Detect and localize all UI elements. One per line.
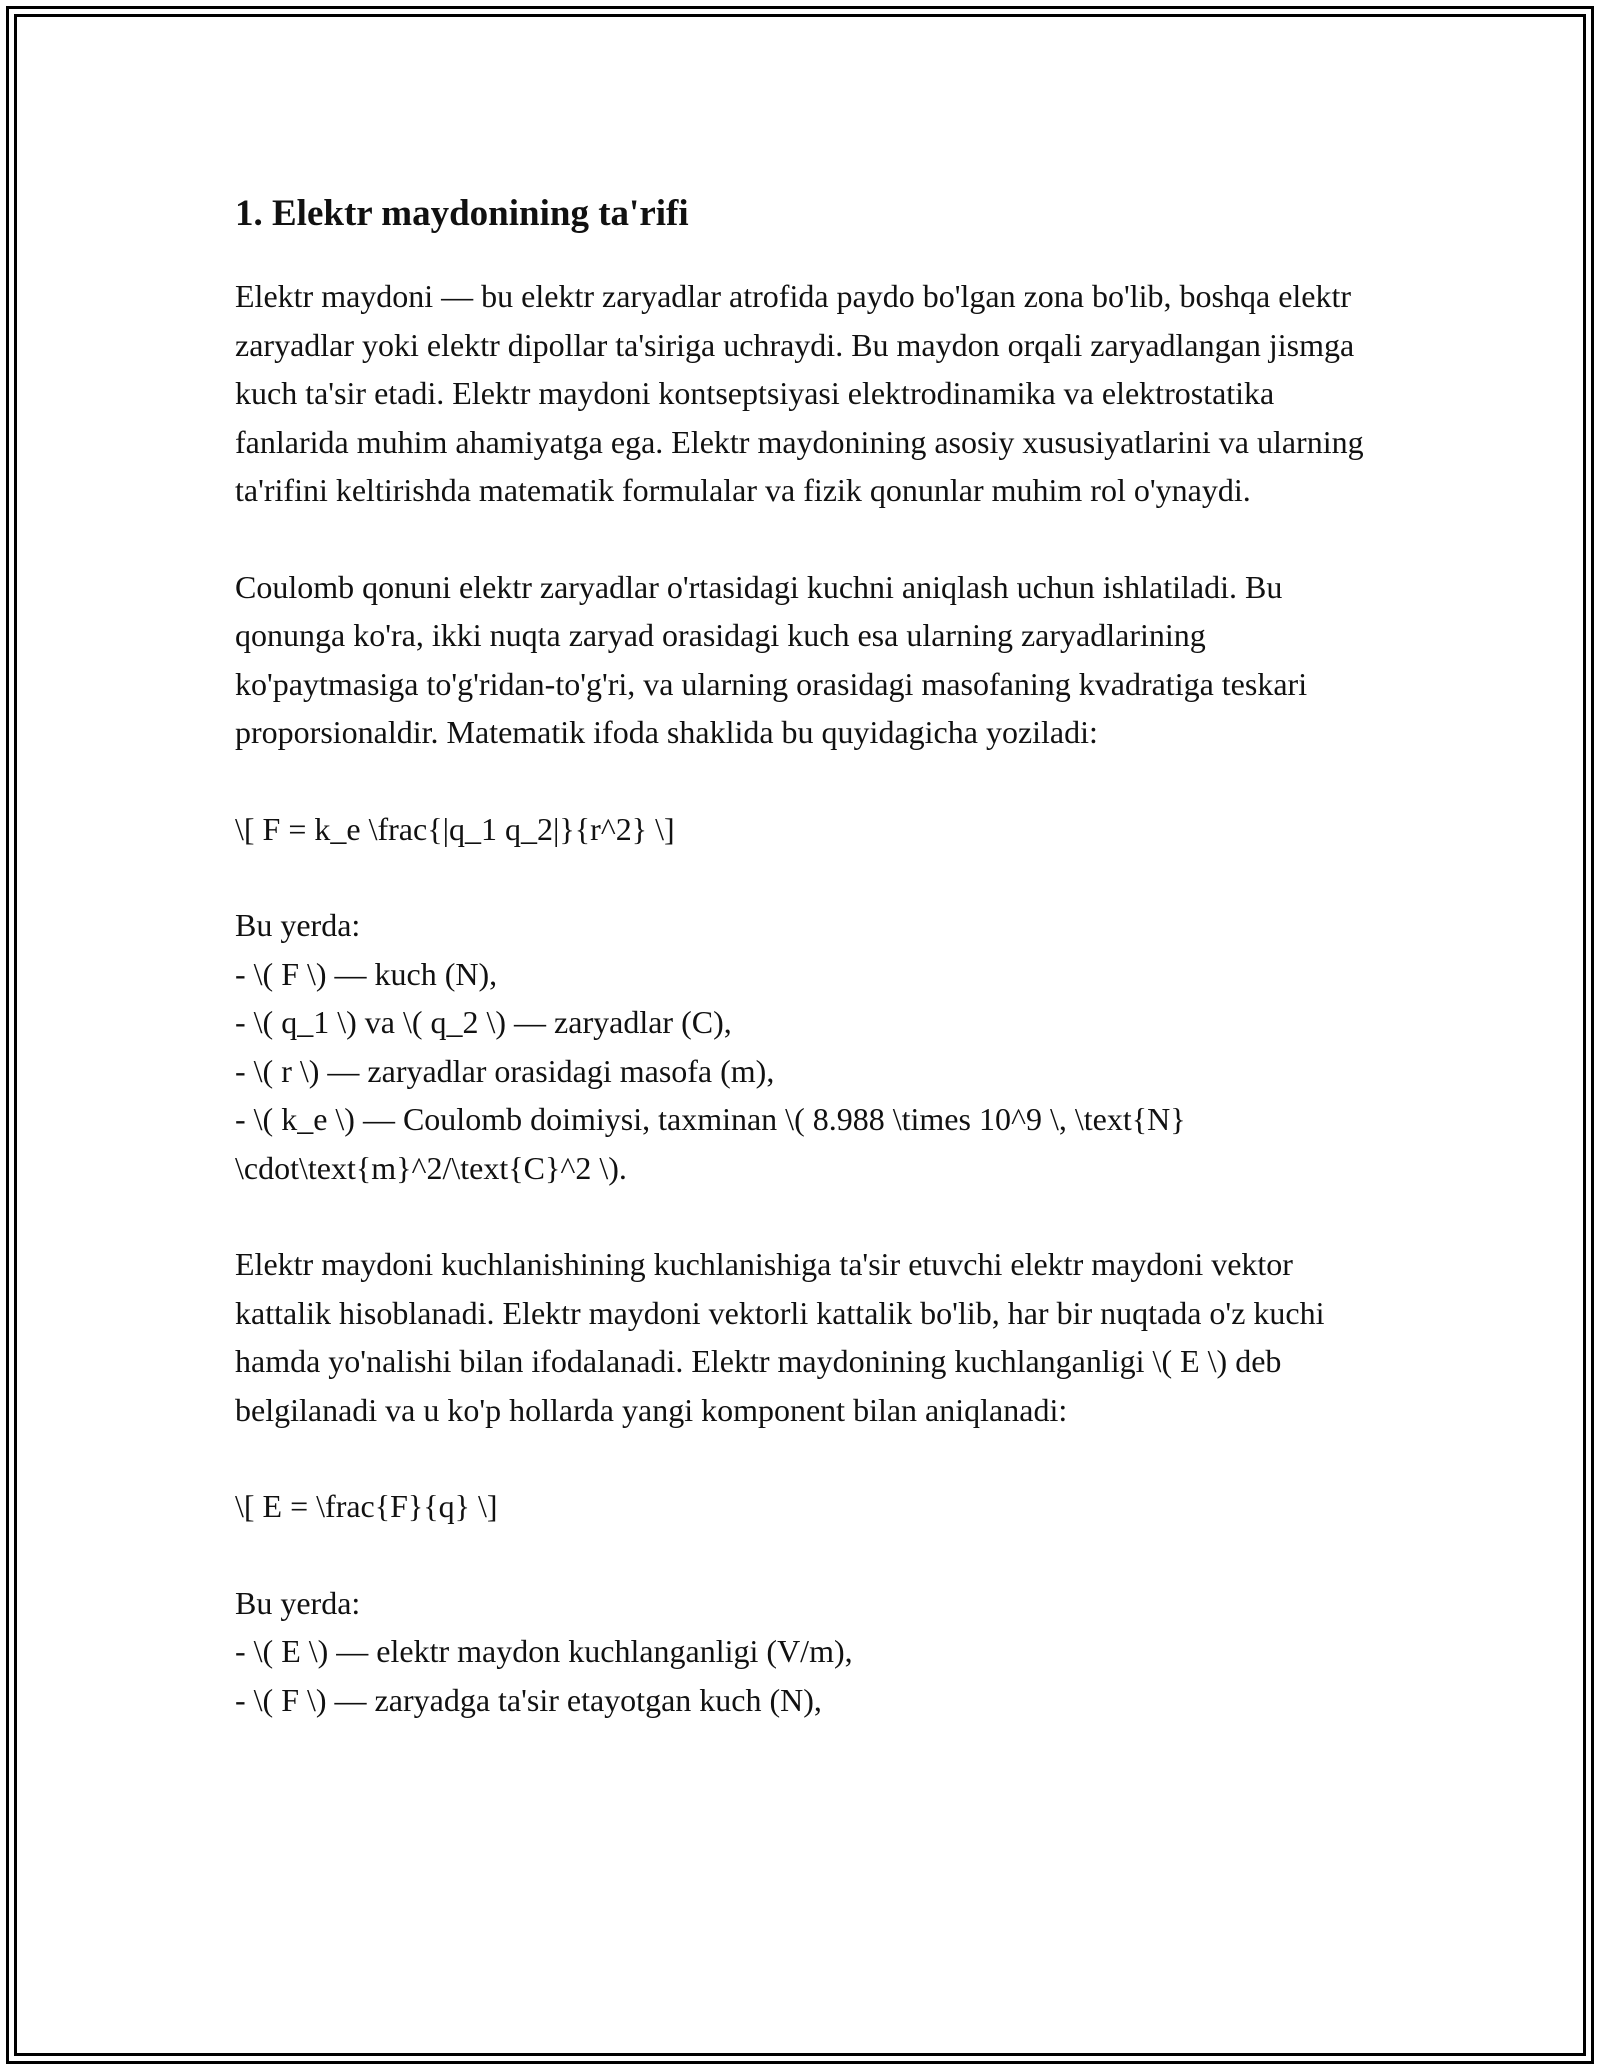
- section-heading: 1. Elektr maydonining ta'rifi: [235, 193, 689, 234]
- variable-list-intro: Bu yerda:: [235, 907, 361, 943]
- variable-list-intro: Bu yerda:: [235, 1584, 361, 1621]
- variable-item: - \( r \) — zaryadlar orasidagi masofa (m),: [235, 1052, 775, 1089]
- variable-list-field: [235, 1579, 1375, 1725]
- variable-item: - \( E \) — elektr maydon kuchlanganligi (V/m),: [235, 1633, 853, 1669]
- variable-item: - \( F \) — kuch (N),: [235, 955, 498, 992]
- paragraph-definition: Elektr maydoni — bu elektr zaryadlar atrofida paydo bo'lgan zona bo'lib, boshqa elektr zaryadlar yoki elektr dipollar ta'siriga uchraydi. Bu maydon orqali zaryadlangan jismga kuch ta'sir etadi. Elektr maydoni kontseptsiyasi elektrodinamika va elektrostatika fanlarida muhim ahamiyatga ega. Elektr maydonining asosiy xususiyatlarini va ularning ta'rifini keltirishda matematik formulalar va fizik qonunlar muhim rol o'ynaydi.: [235, 278, 1364, 508]
- document-body: [235, 188, 1375, 1772]
- variable-item: - \( q_1 \) va \( q_2 \) — zaryadlar (C),: [235, 1004, 732, 1040]
- paragraph-coulomb-law: Coulomb qonuni elektr zaryadlar o'rtasidagi kuchni aniqlash uchun ishlatiladi. Bu qonunga ko'ra, ikki nuqta zaryad orasidagi kuch esa ularning zaryadlarining ko'paytmasiga to'g'ridan-to'g'ri, va ularning orasidagi masofaning kvadratiga teskari proporsionaldir. Matematik ifoda shaklida bu quyidagicha yoziladi:: [235, 568, 1308, 750]
- paragraph-field-strength: Elektr maydoni kuchlanishining kuchlanishiga ta'sir etuvchi elektr maydoni vektor kattalik hisoblanadi. Elektr maydoni vektorli kattalik bo'lib, har bir nuqtada o'z kuchi hamda yo'nalishi bilan ifodalanadi. Elektr maydonining kuchlanganligi \( E \) deb belgilanadi va u ko'p hollarda yangi komponent bilan aniqlanadi:: [235, 1246, 1325, 1428]
- formula-coulomb: \[ F = k_e \frac{|q_1 q_2|}{r^2} \]: [235, 810, 675, 847]
- variable-item: - \( F \) — zaryadga ta'sir etayotgan kuch (N),: [235, 1681, 822, 1718]
- variable-item: - \( k_e \) — Coulomb doimiysi, taxminan \( 8.988 \times 10^9 \, \text{N} \cdot\text{m}^2/\text{C}^2 \).: [235, 1101, 1186, 1186]
- formula-field-strength: \[ E = \frac{F}{q} \]: [235, 1488, 498, 1524]
- variable-list-coulomb: [235, 901, 1375, 1192]
